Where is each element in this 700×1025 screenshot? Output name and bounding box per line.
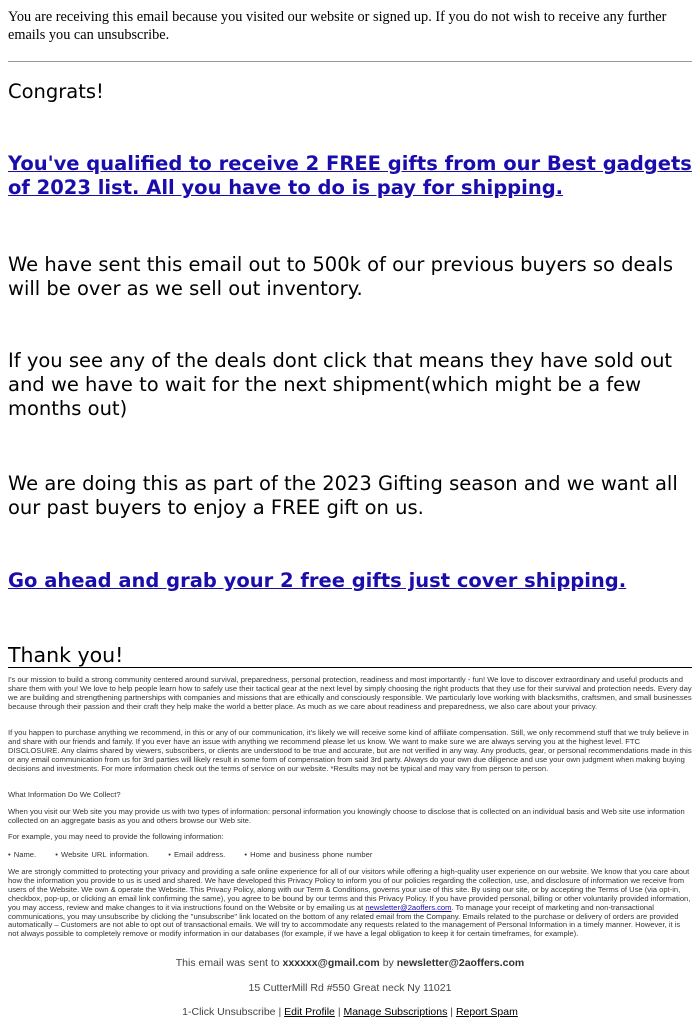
- privacy-paragraph: [8, 868, 692, 939]
- separator: |: [278, 1006, 282, 1018]
- collect-paragraph: When you visit our Web site you may provide us with two types of information: personal information you knowingly choose to disclose that is collected on an individual basis and Web site use information collected on an aggregate basis as you and others browse our Web site.: [8, 807, 685, 825]
- privacy-text-continued: . To manage your receipt of marketing and non-transactional communications, you may unsubscribe by clicking the "unsubscribe" link located on the bottom of any related email from the Company. Emails related to the purchase or delivery of orders are provided automatically – Customers are not able to opt out of transactional emails. We will try to accommodate any requests related to the management of Personal Information in a timely manner. However, it is not always possible to completely remove or modify information in our databases (for example, if we have a legal obligation to keep it for certain timeframes, for example).: [8, 902, 681, 939]
- report-spam-link[interactable]: Report Spam: [455, 1006, 518, 1018]
- info-list: [8, 851, 692, 860]
- list-item: • Home and business phone number: [244, 850, 373, 859]
- privacy-question: What Information Do We Collect?: [8, 790, 121, 799]
- one-click-unsubscribe-label: 1-Click Unsubscribe: [182, 1006, 276, 1018]
- privacy-text: We are strongly committed to protecting your privacy and providing a safe online experience for all of our visitors while offering a high-quality user experience on our website. We know that you care about how the information you provide to us is used and shared. We have developed this Privacy Policy to inform you of our policies regarding the collection, use, and disclosure of information we receive from users of the Website. We own & operate the Website. This Privacy Policy, along with our Term & Conditions, governs your use of this site. By using our site, or by accepting the Terms of Use (via opt-in, checkbox, pop-up, or clicking an email link confirming the same), you agree to be bound by our terms and this Privacy Policy. If you have provided personal, billing or other voluntarily provided information, you may access, review and make changes to it via instructions found on the Website or by emailing us at: [8, 867, 691, 912]
- postal-address: 15 CutterMill Rd #550 Great neck Ny 11021: [248, 982, 452, 994]
- qualified-gifts-link[interactable]: You've qualified to receive 2 FREE gifts from our Best gadgets of 2023 list. All you have to do is pay for shipping.: [8, 152, 692, 199]
- mission-paragraph: I's our mission to build a strong community centered around survival, preparedness, personal protection, readiness and most importantly - fun! We love to discover extraordinary and useful products and share them with you! We love to help people learn how to safely use their tactical gear at the next level by simply choosing the right products that they use for their survival and protection needs. Every day we are building and strengthening partnerships with companies and missions that are ethically and consciously responsible. We particularly love working with blacksmiths, craftsmen, and small businesses because through their passion and their craft they help make the world a better place. As much as we care about readiness and preparedness, we also care about your privacy.: [8, 675, 692, 711]
- cta-block: [8, 569, 692, 593]
- closing-text: Thank you!: [8, 643, 124, 667]
- headline-block: [8, 152, 692, 200]
- privacy-email-link[interactable]: newsletter@2aoffers.com: [365, 902, 452, 912]
- sent-prefix: This email was sent to: [175, 957, 280, 969]
- list-item: • Email address.: [168, 850, 226, 859]
- unsubscribe-notice: You are receiving this email because you visited our website or signed up. If you do not wish to receive any further emails you can unsubscribe.: [8, 9, 667, 43]
- recipient-email: xxxxxx@gmail.com: [282, 957, 380, 969]
- greeting: Congrats!: [8, 80, 104, 103]
- list-item: • Name.: [8, 850, 37, 859]
- separator: |: [337, 1006, 341, 1018]
- affiliate-disclosure: If you happen to purchase anything we recommend, in this or any of our communication, it's likely we will receive some kind of affiliate compensation. Still, we only recommend stuff that we truly believe in and share with our friends and family. If you ever have an issue with anything we recommend please let us know. We want to make sure we are always serving you at the highest level. FTC DISCLOSURE. Any claims shared by viewers, subscribers, or clients are understood to be true and accurate, but are not verified in any way. Any products, gear, or personal recommendations made in this or any email communication from us for 3rd parties will likely result in some form of compensation from said 3rd party. Always do your own due diligence and use your own judgment when making buying decisions and investments. For more information check out the terms of service on our website. *Results may not be typical and may vary from person to person.: [8, 728, 692, 773]
- body-paragraph: If you see any of the deals dont click that means they have sold out and we have to wait for the next shipment(which might be a few months out): [8, 349, 673, 420]
- list-item: • Website URL information.: [55, 850, 150, 859]
- manage-subscriptions-link[interactable]: Manage Subscriptions: [343, 1006, 448, 1018]
- edit-profile-link[interactable]: Edit Profile: [284, 1006, 335, 1018]
- sent-to-line: [0, 957, 700, 969]
- body-paragraph: We have sent this email out to 500k of our previous buyers so deals will be over as we sell out inventory.: [8, 253, 674, 300]
- grab-gifts-link[interactable]: Go ahead and grab your 2 free gifts just cover shipping.: [8, 569, 627, 592]
- example-line: For example, you may need to provide the following information:: [8, 832, 224, 841]
- header-divider: [8, 61, 692, 62]
- closing-divider: [8, 667, 692, 668]
- body-paragraph: We are doing this as part of the 2023 Gifting season and we want all our past buyers to enjoy a FREE gift on us.: [8, 472, 678, 519]
- by-text: by: [382, 957, 394, 969]
- separator: |: [450, 1006, 454, 1018]
- footer-links: [0, 1006, 700, 1018]
- sender-email: newsletter@2aoffers.com: [396, 957, 525, 969]
